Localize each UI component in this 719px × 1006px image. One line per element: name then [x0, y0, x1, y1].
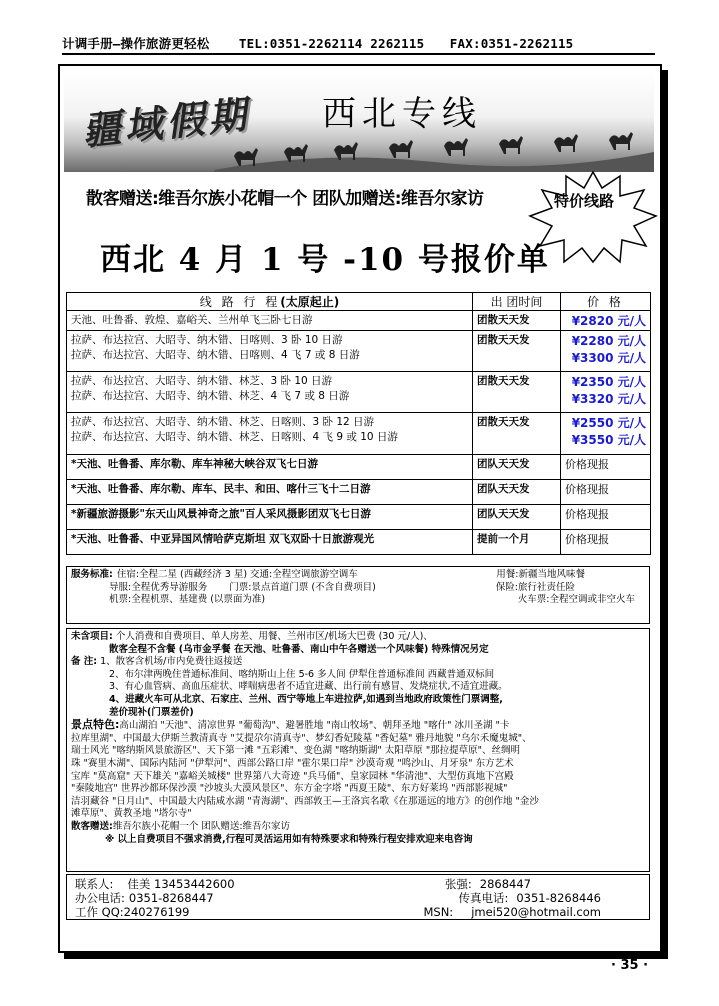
zhang-label: 张强: [444, 877, 472, 891]
header-route: 线 路 行 程(太原起止) [67, 293, 473, 311]
price-cell: ¥2280 元/人 ¥3300 元/人 [561, 331, 651, 372]
not-included-label: 未含项目: [71, 631, 113, 642]
contact-person: 佳美 13453442600 [127, 877, 235, 891]
main-title: 西北 4 月 1 号 -10 号报价单 [100, 242, 550, 278]
route-title: 西北专线 [322, 94, 482, 134]
remark-3: 3、有心血管病、高血压症状、哮喘病患者不适宜进藏、出行前有感冒、发烧症状,不适宜进藏。 [109, 681, 508, 693]
table-row [67, 331, 651, 372]
price-table [66, 292, 651, 555]
service-line2-right: 保险:旅行社责任险 [495, 581, 575, 593]
fax-label: 传真电话: [458, 891, 509, 905]
scenic-1: 高山湖泊 "天池"、清凉世界 "葡萄沟"、避暑胜地 "南山牧场"、朝拜圣地 "喀什" 冰川圣湖 "卡 [119, 720, 510, 732]
service-line2-mid: 门票:景点首道门票 (不含自费项目) [229, 581, 376, 593]
office-label: 办公电话: [75, 891, 125, 905]
remark-1: 1、散客含机场/市内免费往返接送 [100, 656, 243, 668]
msn-label: MSN: [423, 905, 454, 919]
route-cell: *天池、吐鲁番、库尔勒、库车神秘大峡谷双飞七日游 [67, 455, 473, 480]
service-line1-right: 用餐:新疆当地风味餐 [496, 569, 585, 580]
not-included-2: 散客全程不含餐 (乌市金孚餐 在天池、吐鲁番、南山中午各赠送一个风味餐) 特殊情况另定 [109, 643, 489, 655]
scenic-2: 拉库里湖"、中国最大伊斯兰教清真寺 "艾提尕尔清真寺"、梦幻香妃陵墓 "香妃墓" 雅丹地貌 "乌尔禾魔鬼城"、 [71, 732, 532, 744]
route-cell: 拉萨、布达拉宫、大昭寺、纳木错、林芝、日喀则、3 卧 12 日游 拉萨、布达拉宫、大昭寺、纳木错、林芝、日喀则、4 飞 9 或 10 日游 [67, 413, 473, 455]
date-cell: 团队天天发 [473, 505, 561, 530]
contact-person-label: 联系人: [75, 877, 114, 891]
office-phone: 0351-8268447 [128, 891, 214, 905]
not-included-1: 个人消费和自费项目、单人房差、用餐、兰州市区/机场大巴费 (30 元/人)、 [115, 631, 433, 642]
qq-number: 240276199 [123, 905, 190, 919]
price-cell: 价格现报 [561, 480, 651, 505]
scenic-5: 宝库 "莫高窟" 天下雄关 "嘉峪关城楼" 世界第八大奇迹 "兵马俑"、皇家园林 "华清池"、大型仿真地下宫殿 [71, 770, 514, 782]
msn-address: jmei520@hotmail.com [471, 905, 601, 919]
header-divider [62, 53, 655, 55]
scenic-7: 洁羽藏谷 "日月山"、中国最大内陆咸水湖 "青海湖"、西部敦王—王洛宾名歌《在那遥远的地方》的创作地 "金沙 [71, 795, 539, 807]
date-cell: 团散天天发 [473, 331, 561, 372]
footnote: ※ 以上自费项目不强求消费,行程可灵活运用如有特殊要求和特殊行程安排欢迎来电咨询 [105, 833, 473, 845]
route-cell: *天池、吐鲁番、库尔勒、库车、民丰、和田、喀什三飞十二日游 [67, 480, 473, 505]
price-sheet [58, 64, 662, 953]
route-cell: 拉萨、布达拉宫、大昭寺、纳木错、日喀则、3 卧 10 日游 拉萨、布达拉宫、大昭寺、纳木错、日喀则、4 飞 7 或 8 日游 [67, 331, 473, 372]
price-cell: ¥2550 元/人 ¥3550 元/人 [561, 413, 651, 455]
qq-label: 工作 QQ: [75, 905, 124, 919]
scenic-8: 滩草原"、黄教圣地 "塔尔寺" [71, 808, 192, 820]
service-line3-right: 火车票:全程空调或非空火车 [517, 594, 635, 606]
gift-text: 维吾尔族小花帽一个 团队赠送:维吾尔家访 [112, 820, 291, 832]
header-date: 出 团时间 [473, 293, 561, 311]
table-row [67, 530, 651, 555]
price-cell: 价格现报 [561, 455, 651, 480]
table-row [67, 480, 651, 505]
remark-4: 4、进藏火车可从北京、石家庄、兰州、西宁等地上车进拉萨,如遇到当地政府政策性门票调整, [109, 693, 503, 705]
service-label: 服务标准: [71, 569, 113, 580]
contact-section [66, 874, 650, 920]
remark-4b: 差价现补(门票差价) [109, 706, 194, 718]
gift-banner: 散客赠送:维吾尔族小花帽一个 团队加赠送:维吾尔家访 [86, 189, 484, 209]
header-price: 价 格 [561, 293, 651, 311]
scenic-label: 景点特色: [71, 718, 120, 732]
date-cell: 团散天天发 [473, 372, 561, 413]
price-cell: 价格现报 [561, 505, 651, 530]
scenic-4: 珠 "赛里木湖"、国际内陆河 "伊犁河"、西部公路口岸 "霍尔果口岸" 沙漠奇观 "鸣沙山、月牙泉" 东方艺术 [71, 757, 514, 769]
route-cell: *新疆旅游摄影"东天山风景神奇之旅"百人采风摄影团双飞七日游 [67, 505, 473, 530]
zhang-phone: 2868447 [479, 877, 531, 891]
route-cell: 拉萨、布达拉宫、大昭寺、纳木错、林芝、3 卧 10 日游 拉萨、布达拉宫、大昭寺、纳木错、林芝、4 飞 7 或 8 日游 [67, 372, 473, 413]
date-cell: 团散天天发 [473, 311, 561, 331]
route-cell: *天池、吐鲁番、中亚异国风情哈萨克斯坦 双飞双卧十日旅游观光 [67, 530, 473, 555]
remark-2: 2、布尔津两晚住普通标准间、喀纳斯山上住 5-6 多人间 伊犁住普通标准间 西藏普通双标间 [109, 668, 495, 680]
header-fax: FAX:0351-2262115 [449, 36, 574, 51]
table-row [67, 311, 651, 331]
remarks-label: 备 注: [71, 656, 98, 668]
scenic-3: 瑞士风光 "喀纳斯风景旅游区"、天下第一滩 "五彩滩"、变色湖 "喀纳斯湖" 太阳草原 "那拉提草原"、丝绸明 [71, 745, 521, 757]
header-phone: TEL:0351-2262114 2262115 [238, 36, 425, 51]
date-cell: 团队天天发 [473, 455, 561, 480]
special-badge: 特价线路 [554, 192, 615, 210]
gift-label: 散客赠送: [71, 820, 113, 832]
service-line2: 导服:全程优秀导游服务 [109, 581, 208, 593]
table-row [67, 413, 651, 455]
route-cell: 天池、吐鲁番、敦煌、嘉峪关、兰州单飞三卧七日游 [67, 311, 473, 331]
table-row [67, 505, 651, 530]
date-cell: 团散天天发 [473, 413, 561, 455]
header-route-note: (太原起止) [280, 295, 340, 309]
banner [64, 72, 654, 172]
brand-logo: 疆域假期 [80, 91, 253, 154]
page-number: · 35 · [611, 958, 649, 973]
date-cell: 团队天天发 [473, 480, 561, 505]
camel-caravan-icon [214, 122, 654, 172]
table-row [67, 372, 651, 413]
notes-section [66, 628, 650, 872]
table-header [67, 293, 651, 311]
price-cell: 价格现报 [561, 530, 651, 555]
service-standards [66, 566, 650, 624]
service-line1: 住宿:全程二星 (西藏经济 3 星) 交通:全程空调旅游空调车 [116, 569, 358, 580]
page-header [62, 34, 655, 52]
date-cell: 提前一个月 [473, 530, 561, 555]
price-cell: ¥2820 元/人 [561, 311, 651, 331]
price-cell: ¥2350 元/人 ¥3320 元/人 [561, 372, 651, 413]
service-line3: 机票:全程机票、基建费 (以票面为准) [109, 594, 266, 606]
scenic-6: "秦陵地宫" 世界沙都环保沙漠 "沙坡头大漠风景区"、东方金字塔 "西夏王陵"、东方好莱坞 "西部影视城" [71, 783, 508, 795]
header-title: 计调手册—操作旅游更轻松 [62, 36, 210, 51]
table-row [67, 455, 651, 480]
fax-number: 0351-8268446 [516, 891, 601, 905]
